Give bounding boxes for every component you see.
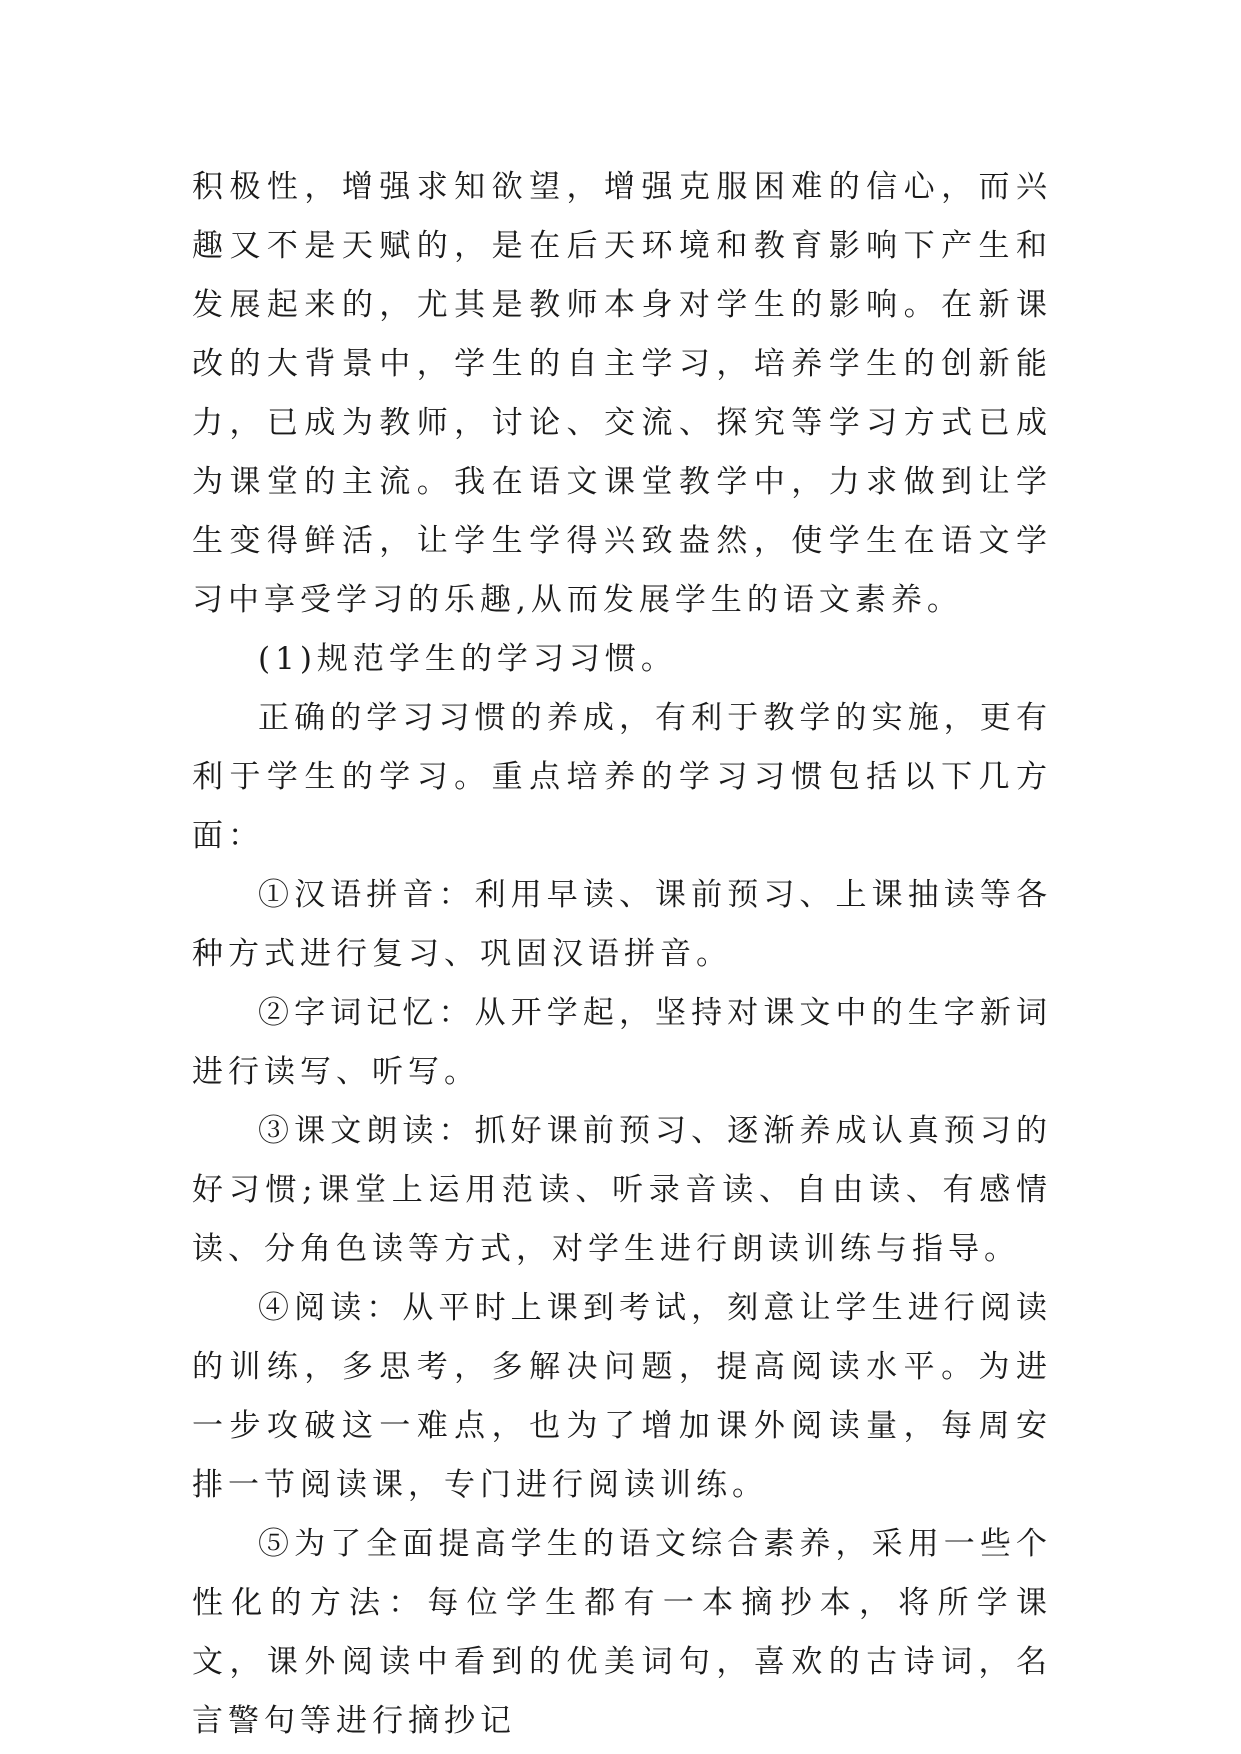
document-body [192,158,1052,1751]
paragraph-item-literacy: ⑤为了全面提高学生的语文综合素养，采用一些个性化的方法：每位学生都有一本摘抄本，将所学课文，课外阅读中看到的优美词句，喜欢的古诗词，名言警句等进行摘抄记 [192,1526,1052,1739]
paragraph-item-reading-aloud: ③课文朗读：抓好课前预习、逐渐养成认真预习的好习惯;课堂上运用范读、听录音读、自由读、有感情读、分角色读等方式，对学生进行朗读训练与指导。 [192,1113,1052,1267]
paragraph-habits-intro: 正确的学习习惯的养成，有利于教学的实施，更有利于学生的学习。重点培养的学习习惯包括以下几方面： [192,700,1052,854]
paragraph-heading-habits: (1)规范学生的学习习惯。 [258,641,677,677]
paragraph-item-pinyin: ①汉语拼音：利用早读、课前预习、上课抽读等各种方式进行复习、巩固汉语拼音。 [192,877,1052,972]
paragraph-item-reading: ④阅读：从平时上课到考试，刻意让学生进行阅读的训练，多思考，多解决问题，提高阅读水平。为进一步攻破这一难点，也为了增加课外阅读量，每周安排一节阅读课，专门进行阅读训练。 [192,1290,1052,1503]
paragraph-item-vocabulary: ②字词记忆：从开学起，坚持对课文中的生字新词进行读写、听写。 [192,995,1052,1090]
paragraph-continued-intro: 积极性，增强求知欲望，增强克服困难的信心，而兴趣又不是天赋的，是在后天环境和教育影响下产生和发展起来的，尤其是教师本身对学生的影响。在新课改的大背景中，学生的自主学习，培养学生的创新能力，已成为教师，讨论、交流、探究等学习方式已成为课堂的主流。我在语文课堂教学中，力求做到让学生变得鲜活，让学生学得兴致盎然，使学生在语文学习中享受学习的乐趣,从而发展学生的语文素养。 [192,169,1052,618]
